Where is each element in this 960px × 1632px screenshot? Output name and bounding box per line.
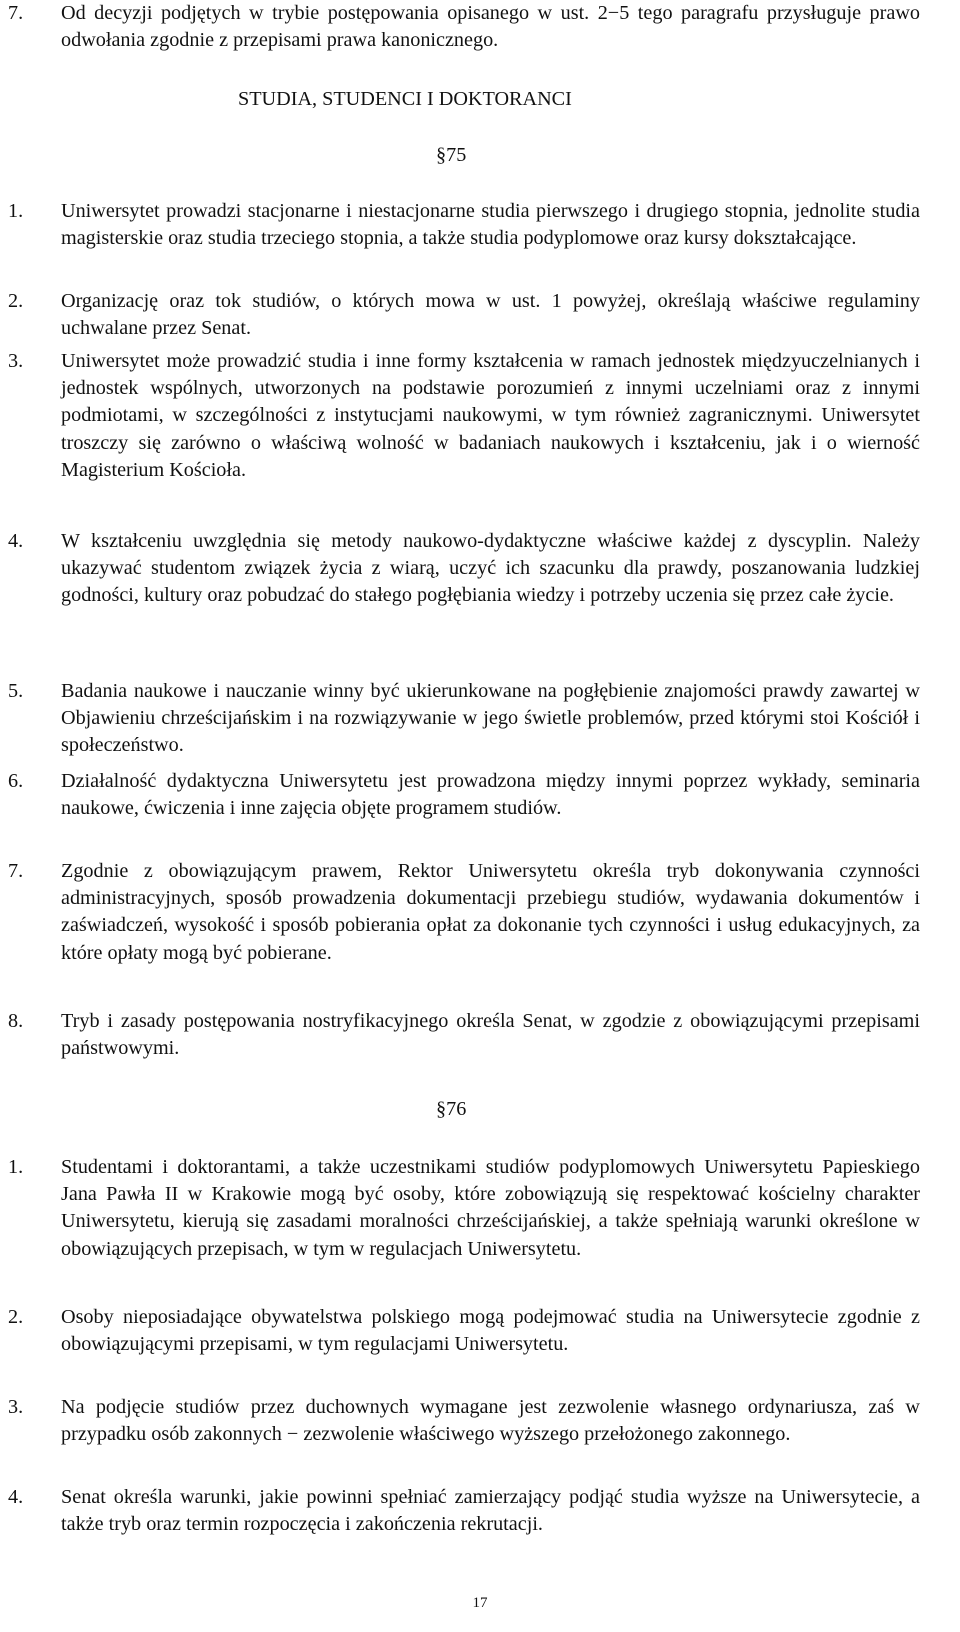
list-item	[8, 528, 920, 610]
list-item	[8, 858, 920, 967]
item-text: Osoby nieposiadające obywatelstwa polskiego mogą podejmować studia na Uniwersytecie zgodnie z obowiązującymi przepisami, w tym regulacjami Uniwersytetu.	[61, 1306, 920, 1356]
item-text: Uniwersytet może prowadzić studia i inne formy kształcenia w ramach jednostek międzyuczelnianych i jednostek wspólnych, utworzonych na podstawie porozumień z innymi uczelniami oraz z innymi podmiotami, w szczególności z instytucjami naukowymi, w tym również zagranicznymi. Uniwersytet troszczy się zarówno o właściwą wolność w badaniach naukowych i kształceniu, jak i o wierność Magisterium Kościoła.	[61, 350, 920, 481]
chapter-title: STUDIA, STUDENCI I DOKTORANCI	[238, 88, 572, 110]
item-number: 4.	[8, 530, 24, 552]
section-heading-76: §76	[436, 1098, 467, 1120]
item-number: 4.	[8, 1486, 24, 1508]
list-item	[8, 678, 920, 760]
item-text: Organizację oraz tok studiów, o których mowa w ust. 1 powyżej, określają właściwe regulaminy uchwalane przez Senat.	[61, 290, 920, 340]
list-item	[8, 1304, 920, 1358]
section-heading-75: §75	[436, 144, 467, 166]
item-text: Na podjęcie studiów przez duchownych wymagane jest zezwolenie własnego ordynariusza, zaś w przypadku osób zakonnych − zezwolenie właściwego wyższego przełożonego zakonnego.	[61, 1396, 920, 1446]
intro-item	[8, 0, 920, 54]
item-text: W kształceniu uwzględnia się metody naukowo-dydaktyczne właściwe każdej z dyscyplin. Należy ukazywać studentom związek życia z wiarą, uczyć ich szacunku dla prawdy, poszanowania ludzkiej godności, kultury oraz pobudzać do stałego pogłębiania wiedzy i potrzeby uczenia się przez całe życie.	[61, 530, 920, 607]
list-item	[8, 348, 920, 484]
page-number: 17	[472, 1595, 488, 1611]
item-number: 3.	[8, 350, 24, 372]
list-item	[8, 1154, 920, 1263]
list-item	[8, 1484, 920, 1538]
item-text: Studentami i doktorantami, a także uczestnikami studiów podyplomowych Uniwersytetu Papieskiego Jana Pawła II w Krakowie mogą być osoby, które zobowiązują się respektować kościelny charakter Uniwersytetu, kierują się zasadami moralności chrześcijańskiej, a także spełniają warunki określone w obowiązujących przepisach, w tym w regulacjach Uniwersytetu.	[61, 1156, 920, 1260]
item-text: Działalność dydaktyczna Uniwersytetu jest prowadzona między innymi poprzez wykłady, seminaria naukowe, ćwiczenia i inne zajęcia objęte programem studiów.	[61, 770, 920, 820]
item-number: 5.	[8, 680, 24, 702]
item-text: Od decyzji podjętych w trybie postępowania opisanego w ust. 2−5 tego paragrafu przysługuje prawo odwołania zgodnie z przepisami prawa kanonicznego.	[61, 2, 920, 52]
item-number: 7.	[8, 2, 24, 24]
list-item	[8, 198, 920, 252]
item-number: 3.	[8, 1396, 24, 1418]
list-item	[8, 1394, 920, 1448]
item-number: 1.	[8, 200, 24, 222]
item-text: Badania naukowe i nauczanie winny być ukierunkowane na pogłębienie znajomości prawdy zawartej w Objawieniu chrześcijańskim i na rozwiązywanie w jego świetle problemów, przed którymi stoi Kościół i społeczeństwo.	[61, 680, 920, 757]
item-number: 2.	[8, 290, 24, 312]
list-item	[8, 288, 920, 342]
list-item	[8, 768, 920, 822]
item-number: 2.	[8, 1306, 24, 1328]
item-text: Uniwersytet prowadzi stacjonarne i niestacjonarne studia pierwszego i drugiego stopnia, jednolite studia magisterskie oraz studia trzeciego stopnia, a także studia podyplomowe oraz kursy dokształcające.	[61, 200, 920, 250]
item-text: Senat określa warunki, jakie powinni spełniać zamierzający podjąć studia wyższe na Uniwersytecie, a także tryb oraz termin rozpoczęcia i zakończenia rekrutacji.	[61, 1486, 920, 1536]
item-number: 8.	[8, 1010, 24, 1032]
item-text: Tryb i zasady postępowania nostryfikacyjnego określa Senat, w zgodzie z obowiązującymi przepisami państwowymi.	[61, 1010, 920, 1060]
item-text: Zgodnie z obowiązującym prawem, Rektor Uniwersytetu określa tryb dokonywania czynności administracyjnych, sposób prowadzenia dokumentacji przebiegu studiów, wydawania dokumentów i zaświadczeń, wysokość i sposób pobierania opłat za dokonanie tych czynności i usług edukacyjnych, za które opłaty mogą być pobierane.	[61, 860, 920, 964]
list-item	[8, 1008, 920, 1062]
item-number: 6.	[8, 770, 24, 792]
item-number: 7.	[8, 860, 24, 882]
item-number: 1.	[8, 1156, 24, 1178]
